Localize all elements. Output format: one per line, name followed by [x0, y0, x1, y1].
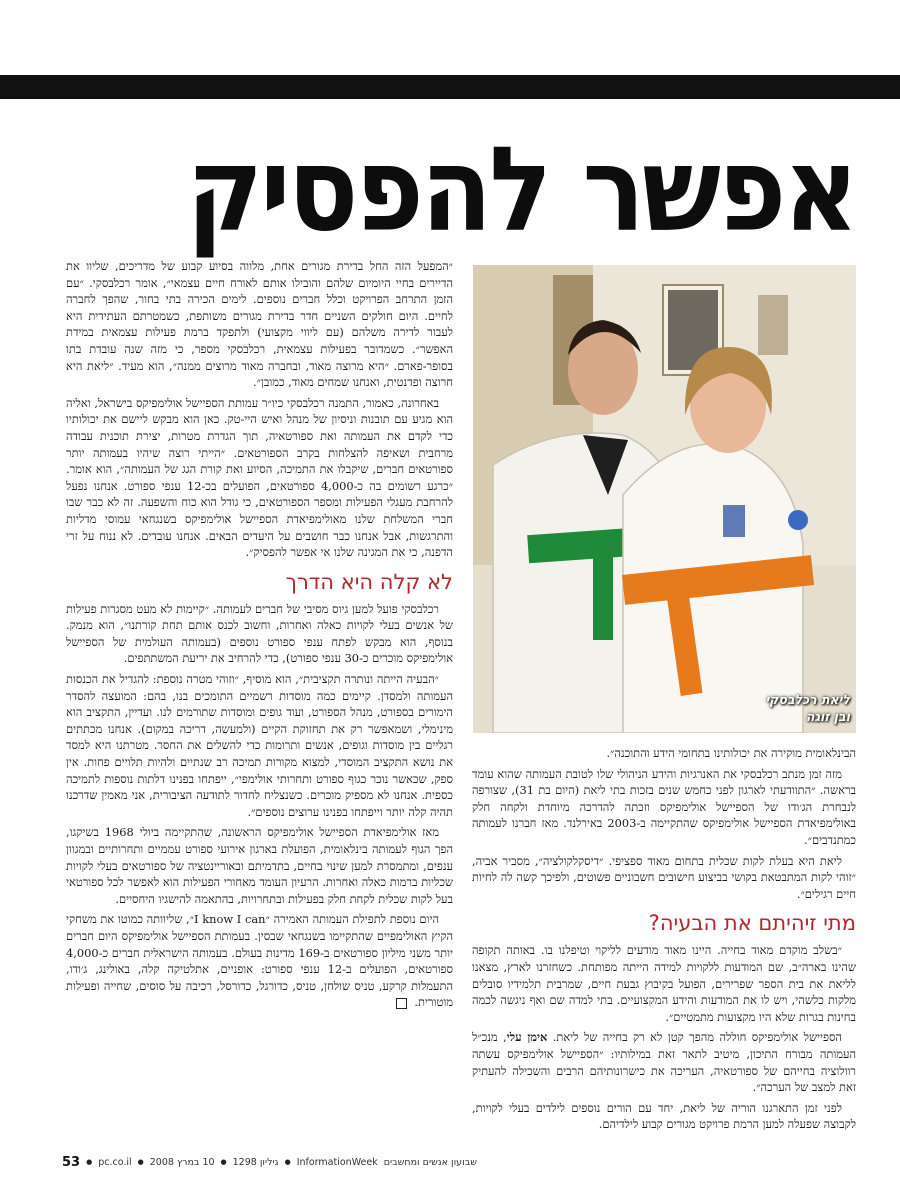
bullet-icon: ● [137, 1158, 144, 1166]
article-photo [473, 265, 856, 733]
english-quote: I know I can [194, 912, 266, 927]
caption-line: ובן זוגה [805, 709, 850, 724]
paragraph [472, 1029, 856, 1095]
paragraph: באחרונה, כאמור, התמנה רכלבסקי כיו״ר עמותת הספיישל אולימפיקס בישראל, ואליה הוא מגיע עם תובנות וניסיון של מנהל ואיש היי-טק. כאן הוא מבקש ליישם את יכולותיו כדי לקדם את העמותה ואת ספורטאיה, תוך הגדרת מטרות, יצירת תוכנית עבודה מרחבית ושאיפה להצלחות בקרב הספורטאים. ״הייתי רוצה שיהיו בעמותה יותר ספורטאים חברים, שיקבלו את התמיכה, הסיוע ואת קורת הגג של העמותה״, הוא אומר. ״כרגע רשומים בה כ-4,000 ספורטאים, הפועלים בכ-12 ענפי ספורט. אנחנו נפעל להרחבת מעגלי הפעילות ומספר הספורטאים, כי גודל הוא כוח והשפעה. זה לא כבר שבו חברי המשלחת שלנו מאולימפיאדת הספיישל אולימפיקס בשנגחאי עמוסי מדליות והתרגשות, אבל אנחנו כבר חושבים על היעדים הבאים. אנחנו עובדים. לא ננוח על זרי הדפנה, כי את המגינה שלנו אי אפשר להפסיק״. [66, 395, 453, 560]
page-number: 53 [62, 1154, 81, 1170]
bullet-icon: ● [220, 1158, 227, 1166]
end-of-article-icon [396, 998, 407, 1009]
paragraph [66, 911, 453, 1011]
footer-issue: גיליון 1298 [232, 1156, 279, 1168]
paragraph: רכלבסקי פועל למען גיוס מסיבי של חברים לעמותה. ״קיימות לא מעט מסגרות פעילות של אנשים בעלי לקויות כאלה ואחרות, וחשוב לכנס אותם תחת קורתנו״, הוא מנמק. בנוסף, הוא מבקש לפתח ענפי ספורט נוספים (בעמותה העולמית של הספיישל אולימפיקס מוכרים כ-30 ענפי ספורט), כדי להרחיב את יריעת המשתתפים. [66, 601, 453, 666]
paragraph: מאז אולימפיאדת הספיישל אולימפיקס הראשונה, שהתקיימה ביולי 1968 בשיקגו, הפך הגוף לעמותה בינלאומית, הפועלת בארגון אירועי ספורט עממיים ותחרותיים ובמגוון ענפים, ומתמסרת למען שינוי בחיים, בתדמיתם ובאוריינטציה של ספורטאים בעלי לקויות שכליות ברמות כאלה ואחרות. הרעיון העומד מאחורי הפעילות הוא לאפשר לכל ספורטאי בעל לקות שכלית לקחת חלק בפעילות ובתחרויות, בהתאמה להישגיו היחסיים. [66, 825, 453, 906]
photo-caption [766, 691, 850, 725]
top-black-bar [0, 75, 900, 99]
paragraph: ״המפעל הזה החל בדירת מגורים אחת, מלווה בסיוע קבוע של מדריכים, שליוו את הדיירים בחיי היומיום שלהם והובילו אותם לאורח חיים עצמאי״, אומר רכלבסקי. ״עם הזמן התרחב הפרויקט וכלל חברים נוספים. לימים הכירה בתי בחור, שהפך לחברה לחיים. היום חולקים השניים חדר בדירת מגורים משותפת, כשמטרתם העתידית היא לעבור לדירה משלהם (עם ליווי מקצועי) ולתפקד ברמת פעילות עצמאית במידת האפשר״. כשמדובר בפעילות עצמאית, רכלבסקי מספר, כי מזה שנה עובדת בתו בסופר-פארם. ״היא מרוצה מאוד, ובחברה מאוד מרוצים ממנה״, הוא מעיד. ״ליאת היא חרוצה ופדנטית, ואנחנו שמחים מאוד, כמובן״. [66, 259, 453, 390]
section-heading: מתי זיהיתם את הבעיה? [648, 911, 856, 936]
text-run: ״, שליוותה כמוטו את משחקי הקיץ האולימפיים שהתקיימו בשנגחאי שבסין. בעמותת הספיישל אולימפיקס היום חברים יותר משני מיליון ספורטאים ב-169 מדינות בעולם. בעמותה הישראלית חברים כ-4,000 ספורטאים, הפועלים ב-12 ענפי ספורט: אופניים, אתלטיקה קלה, באולינג, ג׳ודו, התעמלות קרקע, טניס שולחן, טניס, כדורגל, כדורסל, רכיבה על סוסים, שחייה ופעילות מוטורית. [66, 912, 453, 1010]
page-title: אפשר להפסיק [186, 120, 856, 258]
paragraph: מזה זמן מנתב רכלבסקי את האנרגיות והידע הניהולי שלו לטובת העמותה שהוא עומד בראשה. ״התוודעתי לארגון לפני כחמש שנים בזכות בתי ליאת (היום בת 31), שצורפה לנבחרת הג׳ודו של הספיישל אולימפיקס וזכתה להדרכה מיוחדת ולקחה חלק באולימפיאדת הספיישל אולימפיקס שהתקיימה ב-2003 באירלנד. מאז חברנו לעמותה כמתנדבים״. [472, 766, 857, 847]
footer-date: 10 במרץ 2008 [149, 1156, 215, 1168]
paragraph: לפני זמן התארגנו הוריה של ליאת, יחד עם הורים נוספים לילדים בעלי לקויות, לקבוצה שפעלה למען הרמת פרויקט מגורים קבוע לילדיהם. [472, 1100, 856, 1132]
bullet-icon: ● [86, 1158, 93, 1166]
article-column-right [472, 745, 856, 1155]
photo-illustration [473, 265, 856, 733]
article-column-left [66, 258, 453, 1158]
text-run: הספיישל אולימפיקס חוללה מהפך קטן לא רק בחייה של ליאת. [547, 1030, 842, 1045]
text-run: , מנכ״ל העמותה מבורח התיכון, מיטיב לתאר זאת במילותיו: ״הספיישל אולימפיקס עשתה רוולוציה בחייהם של ספורטאיה, העריכה את כישרונותיהם הרבים והשכילה להעתיק זאת למצב של הערכה״. [472, 1030, 856, 1095]
footer-magazine: InformationWeek [296, 1156, 378, 1168]
bullet-icon: ● [284, 1158, 291, 1166]
person-name: אימן עלי [506, 1030, 548, 1045]
section-heading: לא קלה היא הדרך [285, 569, 453, 594]
paragraph: ״הבעיה הייתה ונותרה תקציבית״, הוא מוסיף, ״וזוהי מטרה נוספת: להגדיל את הכנסות העמותה ולמסדן. קיימים כמה מוסדות רשמיים התומכים בנו, בהם: המועצה להסדר הימורים בספורט, מנהל הספורט, ועוד גופים ומוסדות שתורמים לנו. ועדיין, התקציב הוא מינימלי, ושמאפשר רק את תחזוקת הקיים (ולמעשה, דריכה במקום). אנחנו מכתתים רגליים בין מוסדות וגופים, אנשים ותרומות כדי להשלים את החסר. מטרתנו היא למסד את נושא התקציב המוסדי, למצוא מקורות תמיכה רב שנתיים ולהיות תלויים פחות. אין ספק, שכאשר נוכר כגוף ספורט ותחרותי אולימפי״, ייפתחו בפנינו דלתות נוספות לתמיכה כספית. אנחנו לא מספיק מוכרים. כשנצליח לחדור לתודעה הציבורית, אני מאמין שדרכנו תהיה קלה יותר וייפתחו בפנינו ערוצים נוספים״. [66, 672, 453, 819]
paragraph: ליאת היא בעלת לקות שכלית בתחום מאוד ספציפי. ״דיסקלקולציה״, מסביר אביה, ״זוהי לקות המתבטאת בקושי בביצוע חישובים חשבוניים פשוטים, ולפיכך קשה לה לחיות חיים רגילים״. [472, 853, 856, 901]
footer-website: pc.co.il [98, 1156, 132, 1168]
footer-tagline: שבועון אנשים ומחשבים [383, 1156, 477, 1168]
caption-line: ליאת רכלבסקי [765, 692, 850, 707]
text-run: היום נוספת לתפילת העמותה האמירה ״ [265, 912, 439, 927]
paragraph: ״בשלב מוקדם מאוד בחייה. היינו מאוד מודעים לליקוי וטיפלנו בו. באותה תקופה שהינו בארה״ב, שם המודעות ללקויות למידה הייתה מפותחת. כשחזרנו לארץ, מצאנו לליאת את בית הספר שפרירים, הפועל בקיבוץ גבעת חיים, שמרבית תלמידיו סובלים מלקות כלשהי, ויש לו את המודעות והידע המקצועיים. בתי למדה שם ואף ניגשה לכמה בחינות בגרות שלא היו מקצועות מתמטיים״. [472, 943, 856, 1024]
paragraph: הבינלאומית מוקירה את יכולותינו בתחומי הידע והתוכנה״. [606, 746, 856, 760]
page-footer [62, 1152, 862, 1172]
